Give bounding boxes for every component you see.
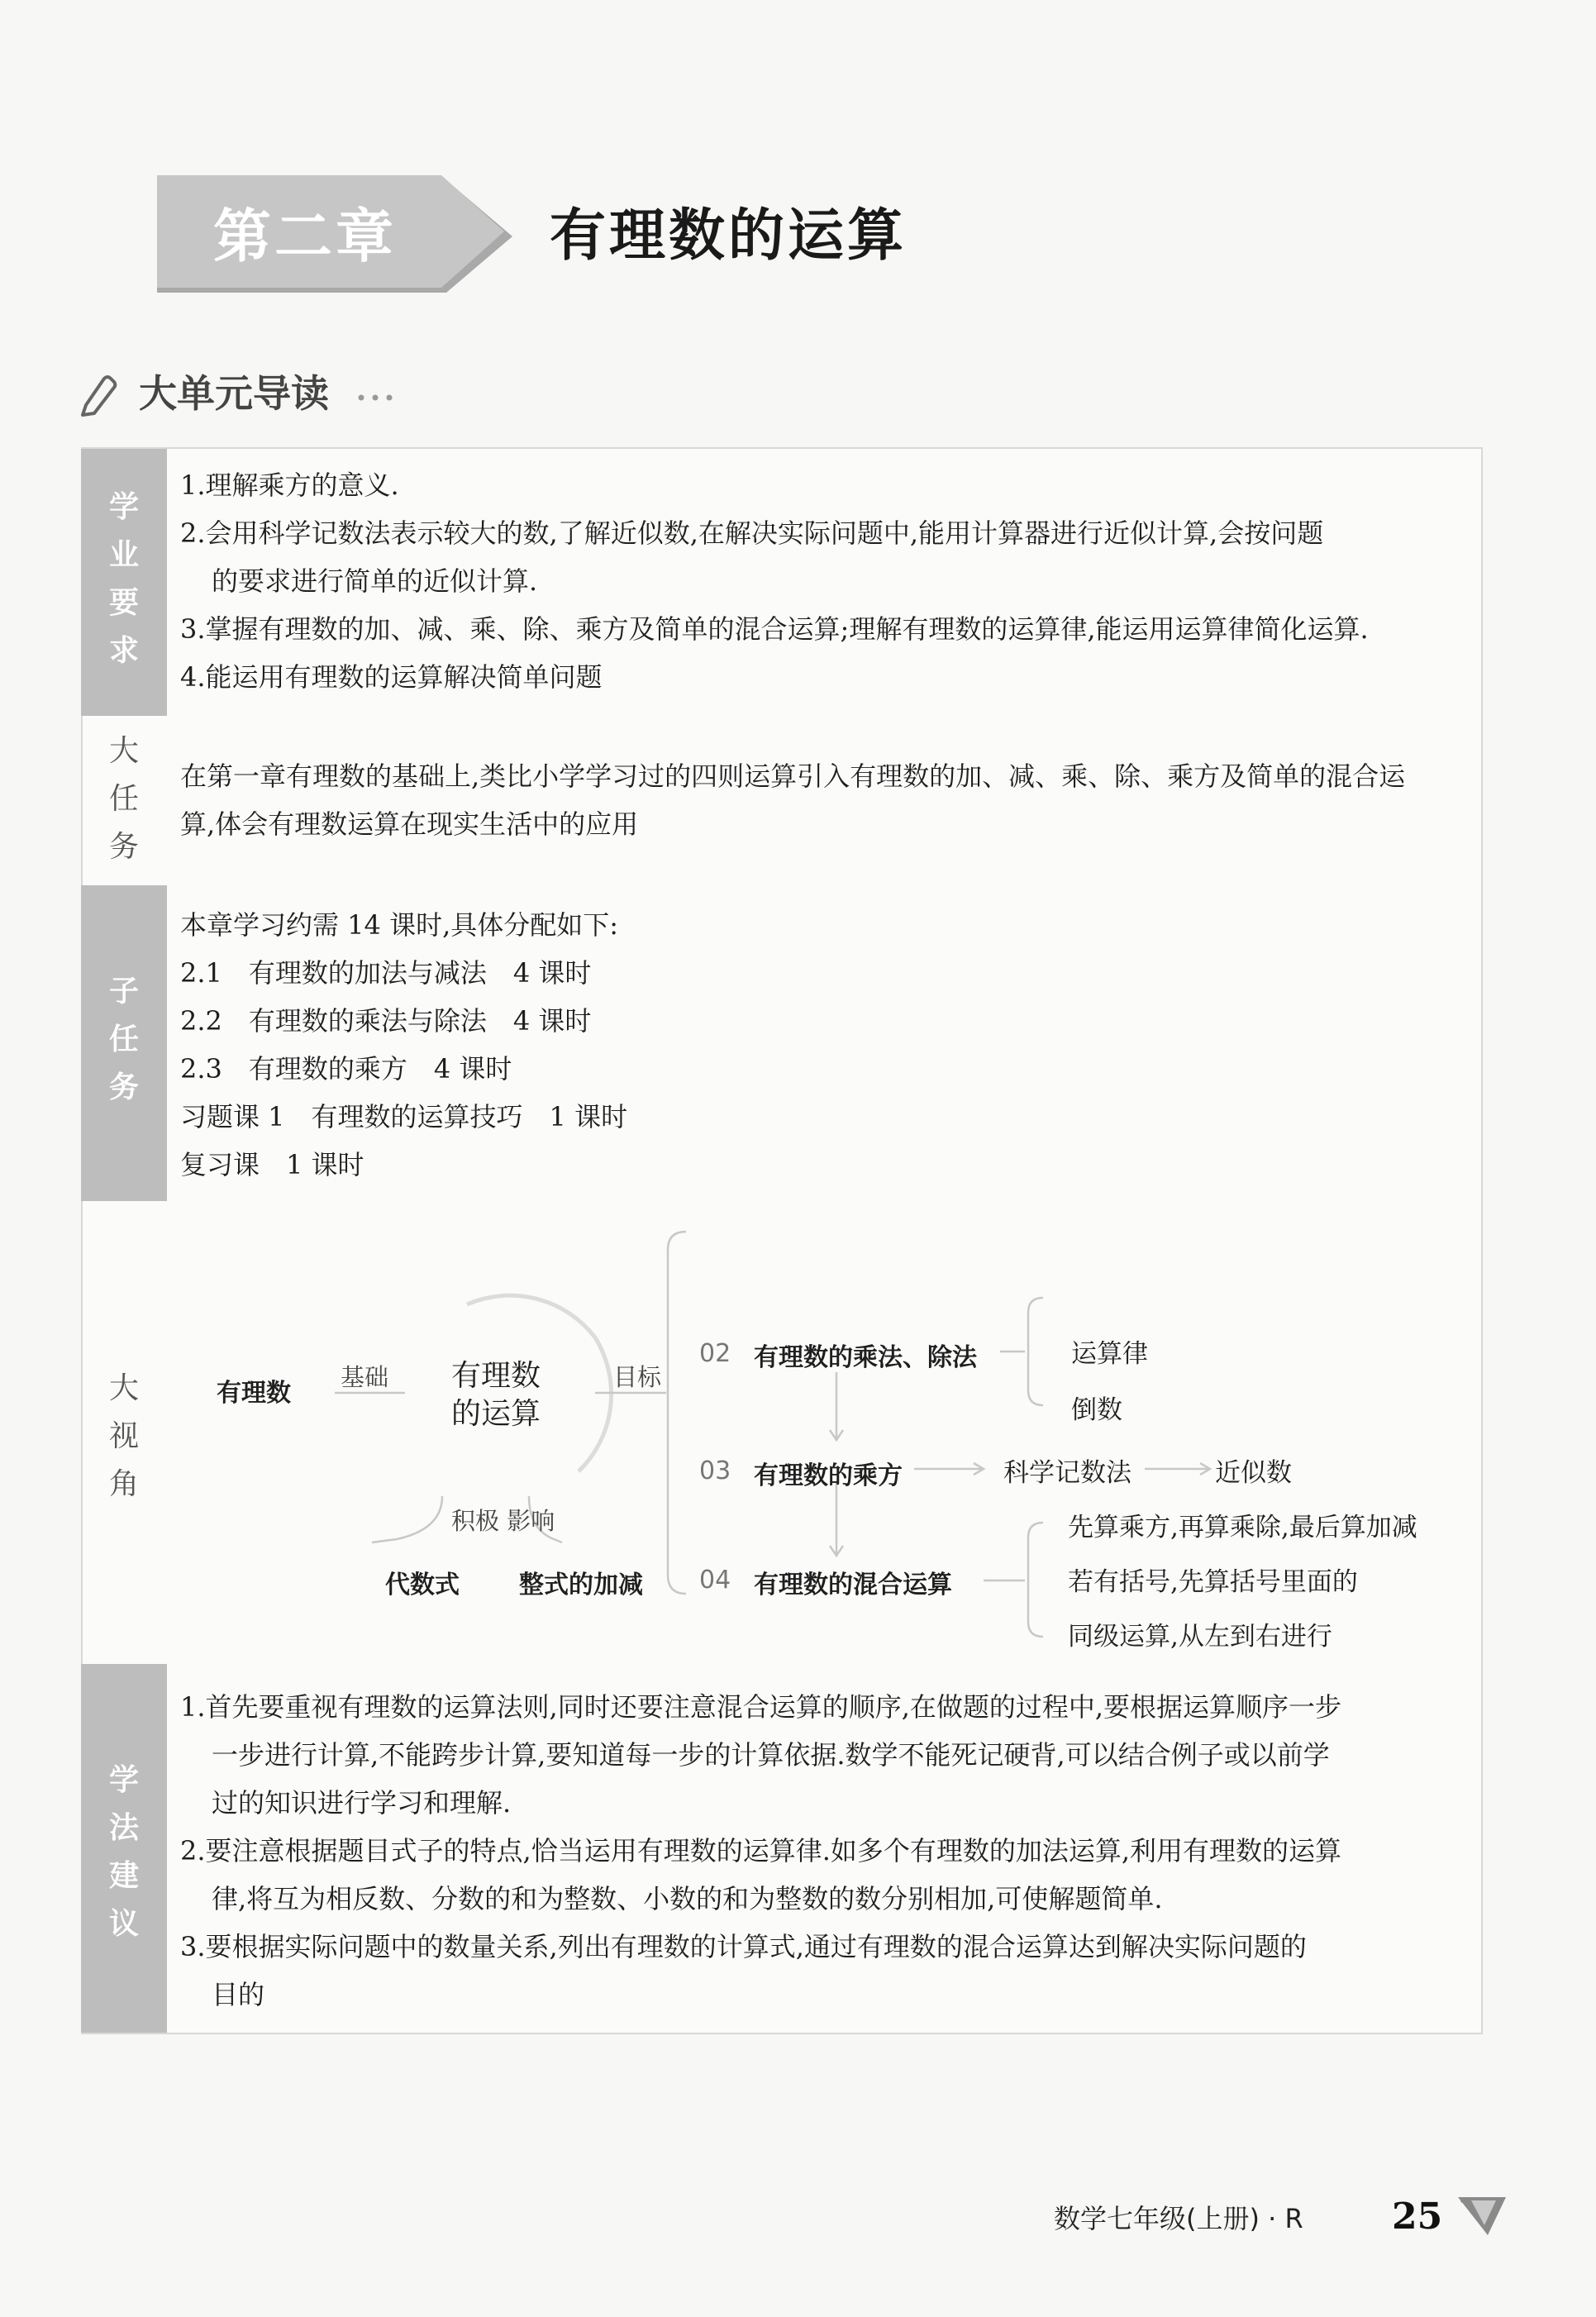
text-line: 3.掌握有理数的加、减、乘、除、乘方及简单的混合运算;理解有理数的运算律,能运用运算律简化运算. <box>180 613 1369 645</box>
diagram-node-polynomial-add-sub: 整式的加减 <box>519 1571 643 1599</box>
chapter-label: 第二章 <box>213 203 397 270</box>
label-char: 子 <box>108 975 139 1008</box>
corner-triangle-icon <box>1455 2192 1509 2240</box>
diagram-node-rational-numbers: 有理数 <box>217 1379 291 1408</box>
page-number: 25 <box>1392 2195 1443 2238</box>
chapter-title: 有理数的运算 <box>550 203 908 269</box>
pencil-icon <box>79 372 119 417</box>
label-char: 大 <box>108 734 139 768</box>
label-char: 视 <box>108 1419 139 1453</box>
footer-book-title: 数学七年级(上册) · R <box>1054 2203 1303 2234</box>
text-line: 目的 <box>212 1979 265 2010</box>
text-line: 本章学习约需 14 课时,具体分配如下: <box>180 909 619 941</box>
branch-title: 有理数的乘方 <box>754 1461 903 1490</box>
text-line: 复习课 1 课时 <box>180 1149 364 1180</box>
xueye-text <box>180 461 1369 701</box>
text-line: 1.首先要重视有理数的运算法则,同时还要注意混合运算的顺序,在做题的过程中,要根据运算顺序一步 <box>180 1691 1342 1723</box>
row-label-darenwu <box>81 716 167 885</box>
label-char: 务 <box>108 1070 139 1104</box>
text-line: 4.能运用有理数的运算解决简单问题 <box>180 661 603 693</box>
diagram-edge-foundation: 基础 <box>341 1363 389 1391</box>
diagram-edge-goal: 目标 <box>613 1363 662 1391</box>
text-line: 一步进行计算,不能跨步计算,要知道每一步的计算依据.数学不能死记硬背,可以结合例子或以前学 <box>212 1739 1330 1771</box>
row-label-xueye <box>81 449 167 716</box>
label-char: 学 <box>108 1763 139 1797</box>
darenwu-text <box>180 752 1405 848</box>
label-char: 务 <box>108 830 139 864</box>
branch-number: 03 <box>699 1456 731 1485</box>
row-label-xuefa <box>81 1664 167 2033</box>
branch-item: 同级运算,从左到右进行 <box>1068 1622 1332 1652</box>
text-line: 1.理解乘方的意义. <box>180 470 399 501</box>
diagram-node-algebraic-expression: 代数式 <box>385 1571 460 1599</box>
label-char: 大 <box>108 1371 139 1405</box>
label-char: 建 <box>108 1859 139 1893</box>
heading-dots <box>357 393 407 402</box>
branch-title: 有理数的乘法、除法 <box>754 1343 977 1372</box>
text-line: 在第一章有理数的基础上,类比小学学习过的四则运算引入有理数的加、减、乘、除、乘方及简单的混合运 <box>180 760 1406 792</box>
label-char: 要 <box>108 586 139 620</box>
branch-number: 02 <box>699 1339 731 1368</box>
diagram-node-center-line2: 的运算 <box>451 1397 541 1431</box>
row-label-dashijiao <box>81 1201 167 1664</box>
text-line: 2.3 有理数的乘方 4 课时 <box>180 1053 512 1085</box>
text-line: 3.要根据实际问题中的数量关系,列出有理数的计算式,通过有理数的混合运算达到解决实际问题的 <box>180 1931 1307 1962</box>
label-char: 求 <box>108 634 139 668</box>
label-char: 学 <box>108 490 139 524</box>
text-line: 过的知识进行学习和理解. <box>212 1787 512 1819</box>
label-char: 角 <box>108 1467 139 1501</box>
text-line: 律,将互为相反数、分数的和为整数、小数的和为整数的数分别相加,可使解题简单. <box>212 1883 1163 1914</box>
row-label-zirenwu <box>81 885 167 1201</box>
branch-title: 有理数的混合运算 <box>754 1571 952 1599</box>
text-line: 的要求进行简单的近似计算. <box>212 565 538 597</box>
label-char: 业 <box>108 538 139 572</box>
branch-item: 运算律 <box>1071 1339 1148 1369</box>
label-char: 任 <box>108 1023 139 1056</box>
xuefa-text <box>180 1683 1341 2019</box>
diagram-node-center-line1: 有理数 <box>451 1359 541 1393</box>
diagram-influence-label: 积极 影响 <box>451 1507 555 1535</box>
label-char: 任 <box>108 782 139 816</box>
text-line: 2.1 有理数的加法与减法 4 课时 <box>180 957 592 989</box>
branch-item: 倒数 <box>1071 1395 1122 1425</box>
text-line: 习题课 1 有理数的运算技巧 1 课时 <box>180 1101 628 1132</box>
branch-item: 先算乘方,再算乘除,最后算加减 <box>1068 1513 1417 1542</box>
branch-item: 若有括号,先算括号里面的 <box>1068 1567 1358 1597</box>
branch-item: 科学记数法 <box>1003 1458 1131 1488</box>
text-line: 2.会用科学记数法表示较大的数,了解近似数,在解决实际问题中,能用计算器进行近似计算,会按问题 <box>180 517 1324 549</box>
text-line: 2.要注意根据题目式子的特点,恰当运用有理数的运算律.如多个有理数的加法运算,利用有理数的运算 <box>180 1835 1342 1866</box>
text-line: 2.2 有理数的乘法与除法 4 课时 <box>180 1005 592 1037</box>
branch-number: 04 <box>699 1566 731 1595</box>
branch-item: 近似数 <box>1215 1458 1292 1488</box>
text-line: 算,体会有理数运算在现实生活中的应用 <box>180 808 639 840</box>
label-char: 议 <box>108 1907 139 1941</box>
section-heading: 大单元导读 <box>139 371 329 416</box>
zirenwu-text <box>180 901 627 1189</box>
label-char: 法 <box>108 1811 139 1845</box>
